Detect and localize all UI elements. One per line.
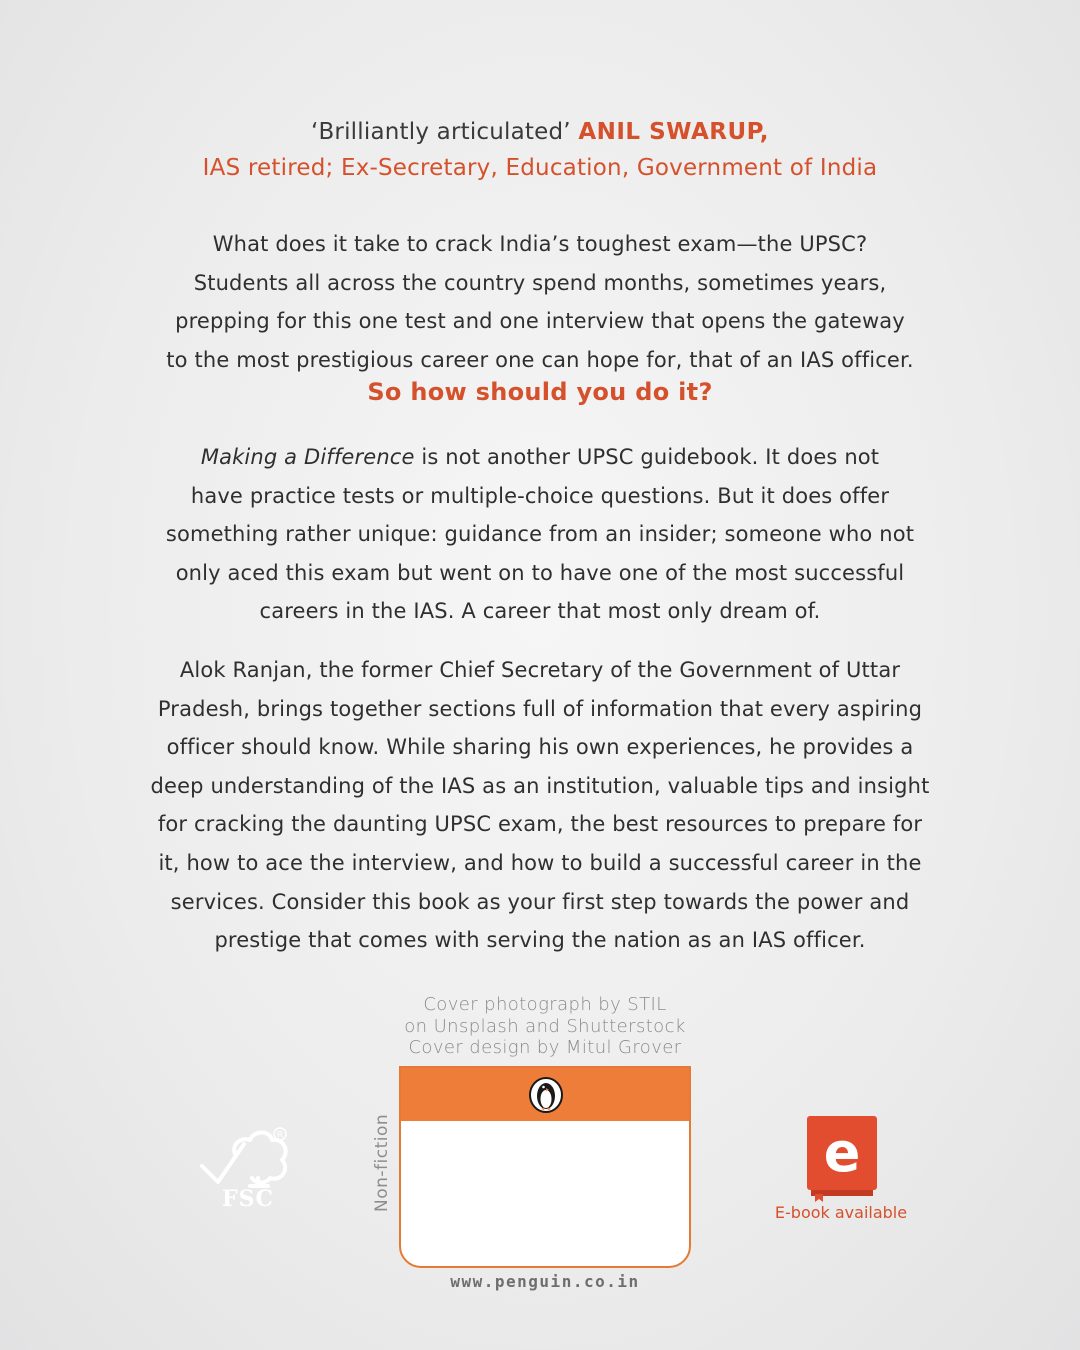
- intro-line: to the most prestigious career one can hope for, that of an IAS officer.: [166, 347, 914, 372]
- about-line: only aced this exam but went on to have one of the most successful: [175, 560, 905, 585]
- barcode-panel: [399, 1066, 691, 1268]
- fsc-label: FSC: [221, 1186, 275, 1212]
- author-line: it, how to ace the interview, and how to build a successful career in the: [158, 850, 922, 875]
- headline: So how should you do it?: [367, 378, 713, 406]
- svg-text:e: e: [823, 1121, 861, 1184]
- publisher-band: [401, 1068, 689, 1121]
- quote-author: ANIL SWARUP,: [578, 119, 770, 145]
- author-line: Pradesh, brings together sections full of information that every aspiring: [157, 696, 923, 721]
- about-first-line-rest: is not another UPSC guidebook. It does not: [414, 445, 880, 469]
- credit-line: Cover photograph by STIL: [423, 994, 667, 1015]
- genre-label: Non-fiction: [372, 1113, 392, 1212]
- about-line: something rather unique: guidance from an insider; someone who not: [165, 522, 915, 547]
- about-line: careers in the IAS. A career that most only dream of.: [259, 599, 821, 624]
- author-line: services. Consider this book as your first step towards the power and: [170, 889, 910, 914]
- author-line: for cracking the daunting UPSC exam, the best resources to prepare for: [157, 812, 923, 837]
- penguin-logo-icon: [528, 1077, 564, 1113]
- cover-credits: [380, 994, 710, 1059]
- ebook-label: E-book available: [774, 1203, 908, 1222]
- book-title: Making a Difference: [200, 445, 415, 469]
- svg-text:R: R: [276, 1130, 284, 1141]
- intro-line: What does it take to crack India’s toughest exam—the UPSC?: [212, 232, 868, 256]
- intro-paragraph: [60, 225, 1020, 379]
- quote-text: ‘Brilliantly articulated’: [310, 119, 571, 145]
- intro-line: prepping for this one test and one interview that opens the gateway: [175, 309, 905, 334]
- endorsement-quote: [0, 114, 1080, 186]
- about-paragraph: [60, 438, 1020, 631]
- author-line: prestige that comes with serving the nation as an IAS officer.: [214, 928, 866, 953]
- publisher-website[interactable]: www.penguin.co.in: [450, 1272, 640, 1291]
- ebook-icon[interactable]: [805, 1116, 879, 1202]
- about-first-line: [60, 438, 1020, 477]
- about-line: have practice tests or multiple-choice questions. But it does offer: [190, 483, 890, 508]
- quote-author-title: IAS retired; Ex-Secretary, Education, Government of India: [202, 155, 878, 181]
- author-line: officer should know. While sharing his own experiences, he provides a: [166, 735, 914, 760]
- author-paragraph: [60, 651, 1020, 960]
- credit-line: Cover design by Mitul Grover: [408, 1037, 682, 1058]
- intro-line: Students all across the country spend months, sometimes years,: [193, 270, 887, 295]
- author-line: Alok Ranjan, the former Chief Secretary of the Government of Uttar: [179, 658, 901, 682]
- credit-line: on Unsplash and Shutterstock: [404, 1015, 686, 1037]
- author-line: deep understanding of the IAS as an institution, valuable tips and insight: [150, 773, 930, 798]
